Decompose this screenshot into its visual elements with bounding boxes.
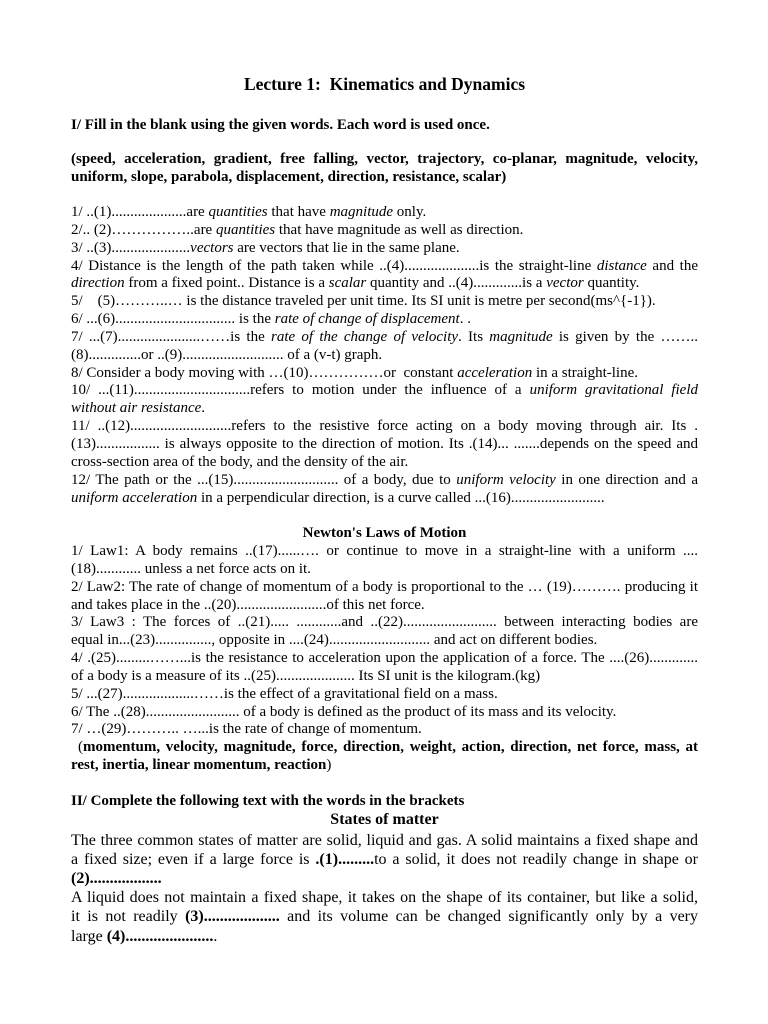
italic-term: uniform acceleration	[71, 489, 198, 506]
text-run: are vectors that lie in the same plane.	[233, 239, 460, 256]
italic-term: vector	[546, 275, 584, 292]
text-run: (speed, acceleration, gradient, free falling, vector, trajectory, co-planar, magnitude, velocity,	[71, 151, 698, 167]
text-run: it is not readily	[71, 908, 186, 926]
text-line	[71, 436, 698, 454]
text-line	[71, 222, 698, 240]
italic-term: without air resistance	[71, 400, 202, 417]
bold-term: rest, inertia, linear momentum, reaction	[71, 757, 327, 774]
newton-law-question	[71, 614, 698, 650]
text-run: 7/ ...(7)......................……is the	[71, 328, 271, 345]
text-run: (18)............ unless a net force acts on it.	[71, 560, 311, 577]
text-run: (	[78, 739, 83, 756]
fill-in-blank-question	[71, 258, 698, 294]
text-run: 7/ …(29)……….. …...is the rate of change of momentum.	[71, 721, 422, 738]
italic-term: quantities	[215, 221, 276, 238]
text-run: 5/ ...(27)...................……is the effect of a gravitational field on a mass.	[71, 685, 498, 702]
italic-term: uniform velocity	[456, 471, 556, 488]
newton-law-question	[71, 650, 698, 686]
text-line	[71, 543, 698, 561]
text-run: equal in...(23)..............., opposite in ....(24)........................... and act on different bodies.	[71, 632, 598, 649]
text-run: 10/ ...(11)...............................refers to motion under the influence of a	[71, 382, 530, 399]
part1-questions	[71, 204, 698, 507]
italic-term: vectors	[190, 239, 234, 256]
italic-term: distance	[596, 257, 647, 274]
text-run: .	[201, 400, 206, 417]
part2-instructions: II/ Complete the following text with the words in the brackets	[71, 793, 465, 809]
fill-in-blank-question	[71, 365, 698, 383]
text-run: quantity and ..(4).............is a	[366, 275, 547, 292]
text-line	[71, 831, 698, 850]
italic-term: rate of the change of velocity	[271, 328, 459, 345]
text-run: 1/ ..(1)....................are	[71, 204, 209, 220]
text-line	[71, 757, 698, 775]
states-of-matter-text	[71, 831, 698, 946]
text-run: 2/ Law2: The rate of change of momentum of a body is proportional to the … (19)………. producing it	[71, 578, 698, 595]
fill-in-blank-question	[71, 240, 698, 258]
text-line	[71, 240, 698, 258]
text-line	[71, 169, 698, 187]
fill-in-blank-question	[71, 311, 698, 329]
text-line	[71, 850, 698, 869]
bold-term: (3)...................	[185, 908, 280, 926]
text-line	[71, 329, 698, 347]
text-run: )	[326, 757, 332, 774]
bold-term: (2)..................	[71, 869, 162, 887]
italic-term: quantities	[208, 204, 268, 220]
fill-in-blank-question	[71, 329, 698, 365]
text-run: only.	[393, 204, 427, 220]
italic-term: magnitude	[489, 328, 553, 345]
text-line	[71, 561, 698, 579]
text-line	[71, 258, 698, 276]
text-line	[71, 888, 698, 907]
text-run: in a straight-line.	[532, 364, 639, 381]
text-line	[71, 454, 698, 472]
text-line	[71, 614, 698, 632]
text-run: a fixed size; even if a large force is	[71, 850, 316, 868]
text-run: that have magnitude as well as direction.	[275, 221, 524, 238]
text-run: from a fixed point.. Distance is a	[124, 275, 329, 292]
text-run: large	[71, 927, 107, 945]
text-run: is given by the ……..	[552, 328, 699, 345]
text-line	[71, 472, 698, 490]
text-line	[71, 668, 698, 686]
text-line	[71, 704, 698, 722]
text-run: cross-section area of the body, and the density of the air.	[71, 453, 409, 470]
fill-in-blank-question	[71, 472, 698, 508]
text-line	[71, 365, 698, 383]
text-line	[71, 418, 698, 436]
text-run: 1/ Law1: A body remains ..(17)......…. or continue to move in a straight-line with a uniform ....	[71, 543, 698, 559]
italic-term: uniform gravitational field	[529, 382, 698, 399]
text-run: in one direction and a	[555, 471, 698, 488]
newton-law-question	[71, 579, 698, 615]
text-line	[71, 739, 698, 757]
newton-laws-section	[71, 543, 698, 775]
lecture-title: Lecture 1: Kinematics and Dynamics	[243, 73, 526, 94]
fill-in-blank-question	[71, 222, 698, 240]
bold-term: momentum, velocity, magnitude, force, direction, weight, action, direction, net force, mass, at	[83, 739, 698, 756]
text-run: The three common states of matter are solid, liquid and gas. A solid maintains a fixed shape and	[71, 831, 698, 849]
italic-term: acceleration	[457, 364, 533, 381]
text-run: uniform, slope, parabola, displacement, direction, resistance, scalar)	[71, 168, 507, 185]
fill-in-blank-question	[71, 382, 698, 418]
text-run: and takes place in the ..(20)........................of this net force.	[71, 596, 425, 613]
newton-law-question	[71, 543, 698, 579]
text-run: 12/ The path or the ...(15)............................ of a body, due to	[71, 471, 457, 488]
text-run: quantity.	[583, 275, 640, 292]
bold-term: .(1).........	[315, 850, 375, 868]
text-run: 6/ The ..(28)......................... of a body is defined as the product of its mass and its velocity.	[71, 703, 617, 720]
states-of-matter-heading: States of matter	[330, 811, 439, 828]
newton-law-question	[71, 686, 698, 704]
text-run: and its volume can be changed significantly only by a very	[279, 908, 699, 926]
text-run: 3/ Law3 : The forces of ..(21)..... ............and ..(22)......................... between interacting bodies are	[71, 614, 698, 631]
text-line	[71, 597, 698, 615]
text-run: of a body is a measure of its ..(25)..................... Its SI unit is the kilogram.(kg)	[71, 667, 541, 684]
text-run: 4/ .(25).........……...is the resistance to acceleration upon the application of a force. The ....(26).............	[71, 650, 698, 667]
text-run: 8/ Consider a body moving with …(10)……………or constant	[71, 364, 458, 381]
text-line	[71, 347, 698, 365]
text-line	[71, 927, 698, 946]
paragraph	[71, 831, 698, 889]
text-run: 11/ ..(12)...........................refers to the resistive force acting on a body moving through air. Its .	[71, 418, 698, 435]
text-line	[71, 632, 698, 650]
text-run: 2/.. (2)……………..are	[71, 221, 216, 238]
fill-in-blank-question	[71, 204, 698, 222]
newton-questions	[71, 543, 698, 739]
text-line	[71, 579, 698, 597]
text-run: in a perpendicular direction, is a curve called ...(16).........................	[197, 489, 605, 506]
text-run: .	[213, 927, 218, 945]
text-line	[71, 869, 698, 888]
text-line	[71, 151, 698, 169]
part1-instructions: I/ Fill in the blank using the given words. Each word is used once.	[71, 117, 490, 133]
text-run: to a solid, it does not readily change in shape or	[374, 850, 698, 868]
text-run: 4/ Distance is the length of the path taken while ..(4)....................is the straight-line	[71, 257, 597, 274]
paragraph	[71, 888, 698, 946]
text-run: 6/ ...(6)................................ is the	[71, 311, 275, 328]
text-run: and the	[646, 257, 698, 274]
newton-law-question	[71, 704, 698, 722]
italic-term: rate of change of displacement	[274, 311, 460, 328]
italic-term: direction	[71, 275, 125, 292]
newton-law-question	[71, 721, 698, 739]
text-run: (13)................. is always opposite to the direction of motion. Its .(14)... .......depends on the speed and	[71, 435, 698, 452]
text-line	[71, 650, 698, 668]
text-line	[71, 721, 698, 739]
bold-term: (4)......................	[106, 927, 214, 945]
text-line	[71, 293, 698, 311]
text-line	[71, 204, 698, 222]
italic-term: magnitude	[329, 204, 394, 220]
text-run: . Its	[458, 328, 490, 345]
newton-word-bank	[71, 739, 698, 775]
italic-term: scalar	[328, 275, 367, 292]
text-run: 5/ (5)………..… is the distance traveled per unit time. Its SI unit is metre per second(ms^{-1}).	[71, 293, 656, 310]
text-line	[71, 311, 698, 329]
text-line	[71, 686, 698, 704]
text-line	[71, 907, 698, 926]
text-line	[71, 382, 698, 400]
text-line	[71, 275, 698, 293]
text-run: 3/ ..(3).....................	[71, 239, 191, 256]
text-run: A liquid does not maintain a fixed shape, it takes on the shape of its container, but like a solid,	[71, 889, 698, 907]
fill-in-blank-question	[71, 418, 698, 472]
newton-laws-heading: Newton's Laws of Motion	[302, 525, 467, 541]
text-line	[71, 490, 698, 508]
text-line	[71, 400, 698, 418]
text-run: . .	[459, 311, 471, 328]
text-run: (8)..............or ..(9)........................... of a (v-t) graph.	[71, 346, 383, 363]
fill-in-blank-question	[71, 293, 698, 311]
text-run: that have	[267, 204, 330, 220]
part1-word-bank	[71, 151, 698, 186]
